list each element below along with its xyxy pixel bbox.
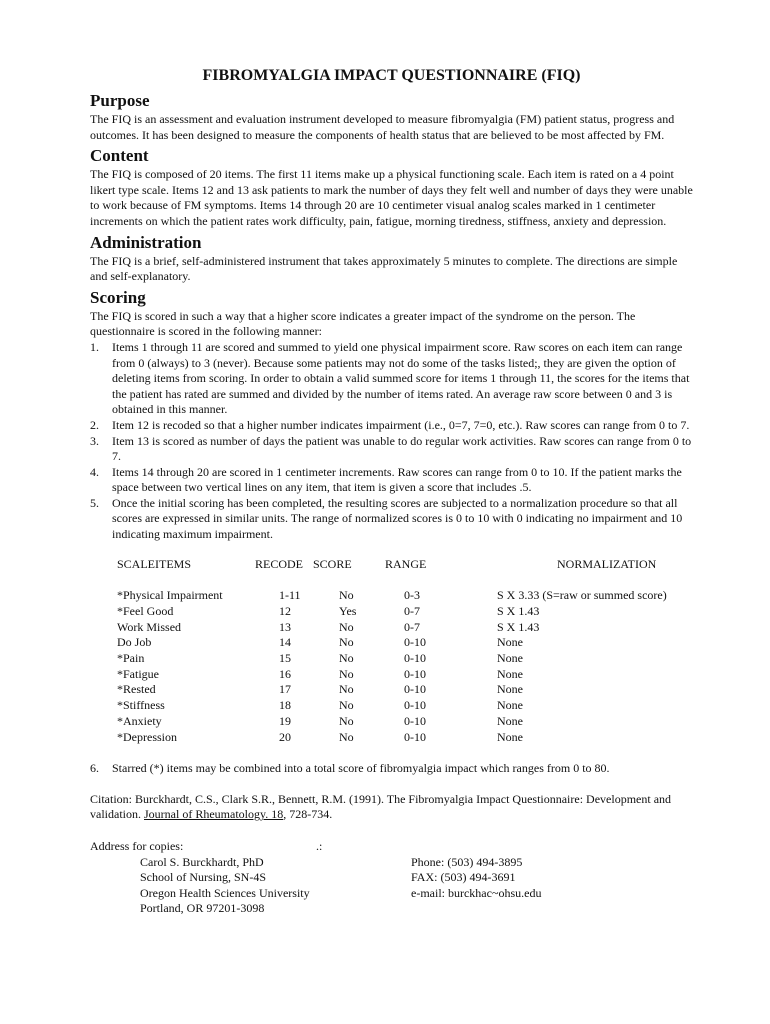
cell-score: No	[339, 682, 354, 697]
cell-normalization: None	[497, 651, 523, 666]
item-6-number: 6.	[90, 761, 99, 776]
cell-score: No	[339, 619, 354, 634]
table-row	[117, 682, 693, 698]
cell-recode: 19	[279, 713, 291, 728]
cell-scale: Do Job	[117, 635, 152, 650]
cell-scale: *Stiffness	[117, 698, 165, 713]
cell-normalization: S X 1.43	[497, 604, 540, 619]
cell-range: 0-10	[404, 666, 426, 681]
cell-range: 0-10	[404, 729, 426, 744]
list-item-number: 3.	[90, 433, 99, 448]
scoring-intro: The FIQ is scored in such a way that a higher score indicates a greater impact of the syndrome on the person. The questionnaire is scored in the following manner:	[90, 308, 636, 339]
scoring-heading: Scoring	[90, 287, 146, 307]
fax-number: FAX: (503) 494-3691	[411, 870, 516, 885]
cell-normalization: None	[497, 713, 523, 728]
table-row	[117, 635, 693, 651]
table-row	[117, 730, 693, 746]
list-item-number: 2.	[90, 417, 99, 432]
cell-recode: 17	[279, 682, 291, 697]
cell-range: 0-10	[404, 713, 426, 728]
email-address: e-mail: burckhac~ohsu.edu	[411, 885, 542, 900]
address-mark: .:	[316, 839, 323, 853]
list-item-text: Items 14 through 20 are scored in 1 centimeter increments. Raw scores can range from 0 to 10. If the patient marks the space between two vertical lines on any item, that item is given a score that includes .5.	[112, 464, 682, 495]
cell-score: Yes	[339, 604, 357, 619]
cell-recode: 18	[279, 698, 291, 713]
header-scale: SCALEITEMS	[117, 556, 192, 571]
cell-scale: *Feel Good	[117, 604, 174, 619]
item-6-text: Starred (*) items may be combined into a total score of fibromyalgia impact which ranges from 0 to 80.	[112, 761, 610, 776]
cell-score: No	[339, 635, 354, 650]
header-range: RANGE	[385, 556, 427, 571]
content-heading: Content	[90, 146, 149, 166]
cell-score: No	[339, 698, 354, 713]
citation-pages: , 728-734.	[283, 807, 333, 822]
address-lines	[140, 855, 411, 917]
cell-range: 0-7	[404, 619, 420, 634]
address-header	[90, 839, 693, 855]
address-line: Carol S. Burckhardt, PhD	[140, 854, 264, 869]
cell-recode: 16	[279, 666, 291, 681]
cell-scale: *Depression	[117, 729, 177, 744]
document-title: FIBROMYALGIA IMPACT QUESTIONNAIRE (FIQ)	[202, 67, 581, 84]
cell-score: No	[339, 713, 354, 728]
scoring-table	[117, 557, 693, 746]
cell-scale: *Physical Impairment	[117, 588, 223, 603]
cell-recode: 20	[279, 729, 291, 744]
list-item-number: 1.	[90, 339, 99, 354]
table-row	[117, 620, 693, 636]
administration-text: The FIQ is a brief, self-administered instrument that takes approximately 5 minutes to complete. The directions are simple and self-explanatory.	[90, 253, 678, 284]
cell-score: No	[339, 729, 354, 744]
scoring-list	[90, 340, 693, 543]
table-row	[117, 651, 693, 667]
cell-scale: *Anxiety	[117, 713, 162, 728]
address-label: Address for copies:	[90, 839, 184, 853]
cell-range: 0-3	[404, 588, 420, 603]
cell-range: 0-7	[404, 604, 420, 619]
cell-scale: *Rested	[117, 682, 156, 697]
cell-recode: 1-11	[279, 588, 301, 603]
contact-info	[411, 855, 541, 917]
cell-recode: 15	[279, 651, 291, 666]
cell-scale: *Pain	[117, 651, 145, 666]
content-text: The FIQ is composed of 20 items. The first 11 items make up a physical functioning scale. Each item is rated on a 4 point likert type scale. Items 12 and 13 ask patients to mark the number of days they felt well and number of days they were unable to work because of FM symptoms. Items 14 through 20 are 10 centimeter visual analog scales marked in 1 centimeter increments on which the patient rates work difficulty, pain, fatigue, morning tiredness, stiffness, anxiety and depression.	[90, 167, 693, 228]
administration-heading: Administration	[90, 232, 202, 252]
header-normalization: NORMALIZATION	[557, 556, 657, 571]
cell-range: 0-10	[404, 635, 426, 650]
address-line: Oregon Health Sciences University	[140, 885, 310, 900]
cell-normalization: None	[497, 666, 523, 681]
cell-range: 0-10	[404, 651, 426, 666]
table-row	[117, 588, 693, 604]
table-row	[117, 667, 693, 683]
list-item	[90, 434, 693, 465]
item-6	[90, 761, 693, 777]
citation	[90, 792, 693, 823]
cell-scale: Work Missed	[117, 619, 182, 634]
table-row	[117, 714, 693, 730]
table-body	[117, 588, 693, 745]
cell-range: 0-10	[404, 698, 426, 713]
phone-number: Phone: (503) 494-3895	[411, 854, 523, 869]
list-item-number: 4.	[90, 464, 99, 479]
cell-recode: 13	[279, 619, 291, 634]
cell-range: 0-10	[404, 682, 426, 697]
table-header-row	[117, 557, 693, 573]
cell-recode: 14	[279, 635, 291, 650]
cell-normalization: S X 3.33 (S=raw or summed score)	[497, 588, 667, 603]
address-line: Portland, OR 97201-3098	[140, 901, 265, 916]
list-item	[90, 465, 693, 496]
citation-lead: Citation: Burckhardt, C.S., Clark S.R., Bennett, R.M. (1991). The Fibromyalgia Impact Questionnaire: Development and validation.	[90, 791, 672, 822]
cell-score: No	[339, 588, 354, 603]
cell-score: No	[339, 666, 354, 681]
header-recode: RECODE	[255, 556, 303, 571]
cell-normalization: None	[497, 635, 523, 650]
address-block	[90, 839, 693, 917]
list-item-text: Item 13 is scored as number of days the patient was unable to do regular work activities. Raw scores can range from 0 to 7.	[112, 433, 692, 464]
list-item	[90, 340, 693, 418]
purpose-text: The FIQ is an assessment and evaluation instrument developed to measure fibromyalgia (FM) patient status, progress and outcomes. It has been designed to measure the components of health status that are believed to be most affected by FM.	[90, 112, 675, 142]
address-grid	[140, 855, 693, 917]
cell-normalization: None	[497, 698, 523, 713]
cell-normalization: S X 1.43	[497, 619, 540, 634]
list-item	[90, 418, 693, 434]
address-line: School of Nursing, SN-4S	[140, 870, 267, 885]
cell-normalization: None	[497, 682, 523, 697]
list-item-text: Item 12 is recoded so that a higher number indicates impairment (i.e., 0=7, 7=0, etc.). Raw scores can range from 0 to 7.	[112, 417, 690, 432]
cell-score: No	[339, 651, 354, 666]
document-page	[90, 66, 693, 917]
list-item-text: Items 1 through 11 are scored and summed to yield one physical impairment score. Raw scores on each item can range from 0 (always) to 3 (never). Because some patients may not do some of the tasks listed;, they are given the option of deleting items from scoring. In order to obtain a valid summed score for items 1 through 11, the scores for the items that the patient has rated are summed and divided by the number of items rated. An average raw score between 0 and 3 is obtained in this manner.	[112, 339, 690, 417]
citation-journal: Journal of Rheumatology. 18	[144, 807, 284, 822]
table-row	[117, 604, 693, 620]
purpose-heading: Purpose	[90, 91, 150, 110]
cell-normalization: None	[497, 729, 523, 744]
header-score: SCORE	[313, 556, 352, 571]
list-item-number: 5.	[90, 495, 99, 510]
cell-recode: 12	[279, 604, 291, 619]
list-item-text: Once the initial scoring has been completed, the resulting scores are subjected to a normalization procedure so that all scores are expressed in similar units. The range of normalized scores is 0 to 10 with 0 indicating no impairment and 10 indicating maximum impairment.	[112, 495, 683, 542]
table-row	[117, 698, 693, 714]
list-item	[90, 496, 693, 543]
cell-scale: *Fatigue	[117, 666, 159, 681]
